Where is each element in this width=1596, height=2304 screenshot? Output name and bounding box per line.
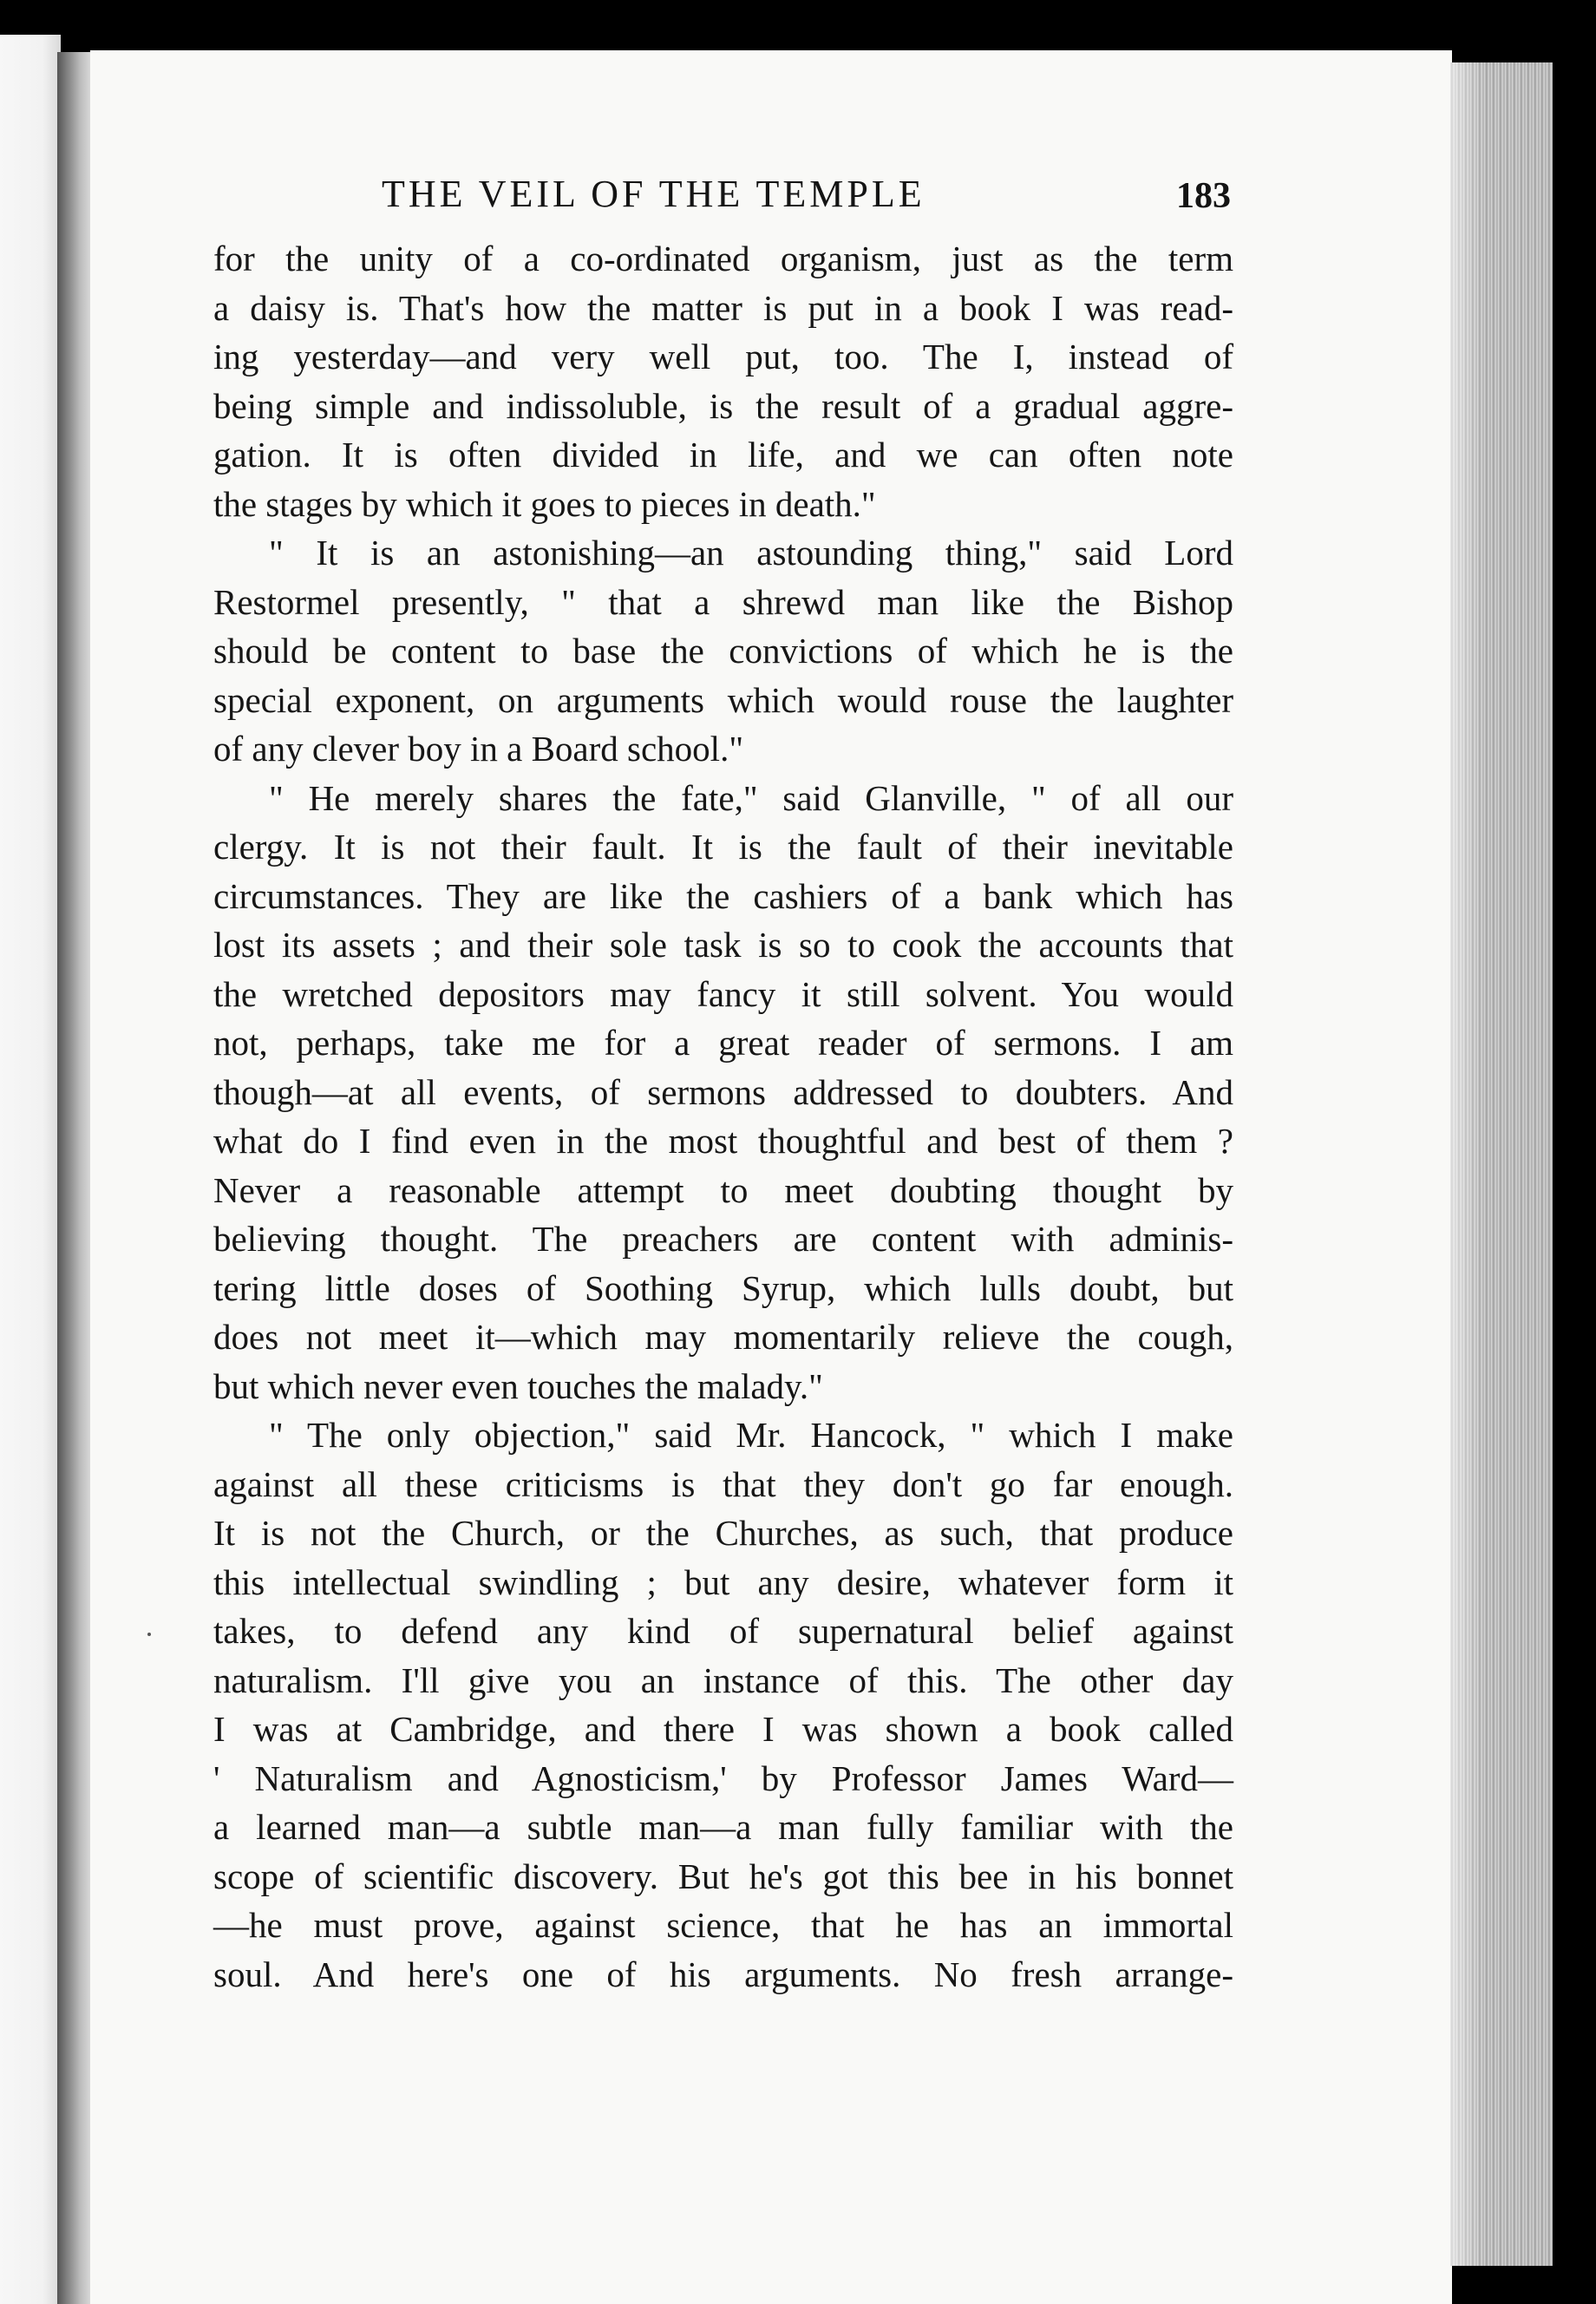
text-line: I was at Cambridge, and there I was shown a book called <box>213 1709 1233 1749</box>
text-line: Never a reasonable attempt to meet doubting thought by <box>213 1169 1233 1210</box>
text-line: tering little doses of Soothing Syrup, which lulls doubt, but <box>213 1267 1233 1308</box>
text-line: It is not the Church, or the Churches, as such, that produce <box>213 1513 1233 1553</box>
running-head: THE VEIL OF THE TEMPLE <box>382 173 926 215</box>
text-line: of any clever boy in a Board school." <box>213 729 744 769</box>
text-line: clergy. It is not their fault. It is the fault of their inevitable <box>213 827 1233 867</box>
text-line: ing yesterday—and very well put, too. The I, instead of <box>213 337 1233 376</box>
scan-speck <box>147 1633 151 1636</box>
body-text <box>213 234 1233 1999</box>
text-line: circumstances. They are like the cashiers of a bank which has <box>213 875 1233 916</box>
text-line: lost its assets ; and their sole task is so to cook the accounts that <box>213 925 1233 965</box>
text-line: a learned man—a subtle man—a man fully familiar with the <box>213 1807 1233 1847</box>
text-line: " The only objection," said Mr. Hancock, " which I make <box>269 1415 1233 1455</box>
text-line: " It is an astonishing—an astounding thing," said Lord <box>269 533 1233 573</box>
text-line: naturalism. I'll give you an instance of this. The other day <box>213 1659 1233 1700</box>
text-line: gation. It is often divided in life, and we can often note <box>213 435 1233 475</box>
text-line: should be content to base the convictions of which he is the <box>213 631 1233 671</box>
page-stack-highlight <box>1450 62 1485 2266</box>
text-line: " He merely shares the fate," said Glanville, " of all our <box>269 777 1233 818</box>
text-line: ' Naturalism and Agnosticism,' by Professor James Ward— <box>213 1757 1233 1798</box>
text-line: believing thought. The preachers are content with adminis- <box>213 1219 1233 1259</box>
text-line: special exponent, on arguments which would rouse the laughter <box>213 679 1233 720</box>
text-line: Restormel presently, " that a shrewd man like the Bishop <box>213 581 1233 622</box>
text-line: —he must prove, against science, that he has an immortal <box>213 1905 1233 1945</box>
text-line: for the unity of a co-ordinated organism, just as the term <box>213 239 1233 278</box>
facing-page-edge <box>0 35 61 2304</box>
text-line: soul. And here's one of his arguments. No fresh arrange- <box>213 1954 1233 1994</box>
text-line: a daisy is. That's how the matter is put in a book I was read- <box>213 287 1233 328</box>
text-line: the stages by which it goes to pieces in death." <box>213 483 876 524</box>
text-line: but which never even touches the malady." <box>213 1365 823 1406</box>
text-line: being simple and indissoluble, is the result of a gradual aggre- <box>213 385 1233 426</box>
text-line: does not meet it—which may momentarily relieve the cough, <box>213 1317 1233 1357</box>
text-line: takes, to defend any kind of supernatural belief against <box>213 1611 1233 1651</box>
text-line: what do I find even in the most thoughtful and best of them ? <box>213 1121 1233 1161</box>
page-number: 183 <box>1176 176 1231 216</box>
text-line: though—at all events, of sermons addressed to doubters. And <box>213 1071 1233 1112</box>
text-line: the wretched depositors may fancy it still solvent. You would <box>213 973 1233 1014</box>
text-line: not, perhaps, take me for a great reader of sermons. I am <box>213 1023 1233 1063</box>
text-line: this intellectual swindling ; but any desire, whatever form it <box>213 1561 1233 1602</box>
text-line: scope of scientific discovery. But he's got this bee in his bonnet <box>213 1856 1233 1896</box>
text-line: against all these criticisms is that they don't go far enough. <box>213 1463 1233 1504</box>
